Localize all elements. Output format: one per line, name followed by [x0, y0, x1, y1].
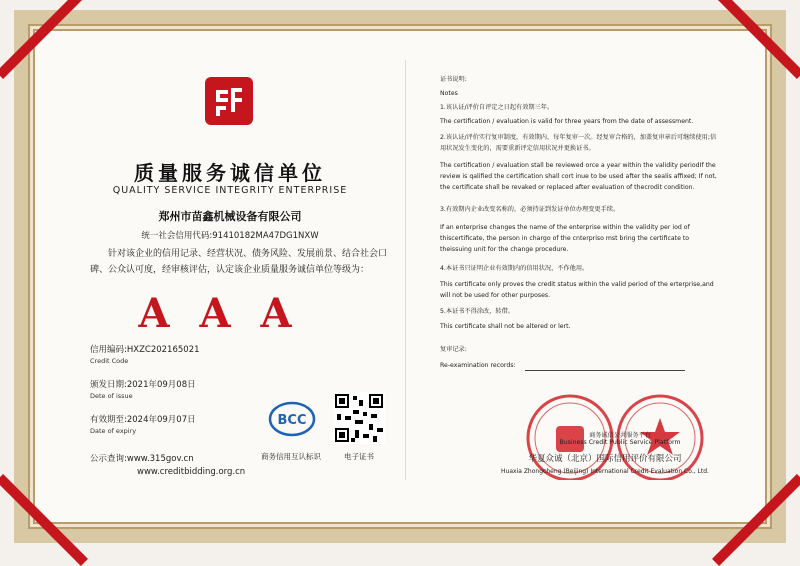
reexam-line: [525, 370, 685, 371]
certificate-title-en: QUALITY SERVICE INTEGRITY ENTERPRISE: [112, 185, 348, 196]
note-2-en: The certification / evaluation stall be reviewed orce a year within the validity periodIf the review is qalified the certification shall cort inue to be used after the sealis affixed; If not, the certificate shall be revaked or replaced after evaluation of thecrodit condition.: [440, 162, 717, 191]
platform-name-en: Business Credit Public Service Platform: [559, 439, 681, 446]
public-query: 公示查询:www.315gov.cn: [90, 454, 194, 464]
platform-name-cn: 商务诚信公共服务平台: [589, 432, 651, 439]
note-1-en: The certification / evaluation is valid for three years from the date of assessment.: [440, 118, 694, 125]
certificate-title: 质量服务诚信单位: [134, 161, 326, 185]
note-4: 4.本证书只证明企业有效期内的信用状况，不作他用。: [440, 265, 589, 272]
issue-date-en: Dete of issue: [90, 392, 133, 400]
qr-caption: 电子证书: [344, 452, 374, 461]
note-4-en: This certificate only proves the credit status within the valid period of the erterprise,and will not be used for other purposes.: [440, 281, 714, 299]
issuer-name: 华夏众诚（北京）国际信用评价有限公司: [528, 454, 682, 464]
bcc-mark-icon: [268, 400, 316, 438]
reexam-heading-en: Re-examination records:: [440, 362, 516, 369]
page-divider: [405, 60, 406, 480]
svg-text:BCC: BCC: [277, 413, 307, 428]
platform-name: [545, 430, 695, 446]
note-1: 1.该认证/评价自评定之日起有效期三年。: [440, 104, 554, 111]
company-name: 郑州市苗鑫机械设备有限公司: [158, 210, 302, 223]
notes-heading: 证书说明:: [440, 76, 467, 83]
public-query-url: www.creditbidding.org.cn: [137, 467, 246, 477]
certificate-description: 针对该企业的信用记录、经营状况、债务风险、发展前景、结合社会口碑、公众认可度，经审核评估，认定该企业质量服务诚信单位等级为：: [90, 249, 388, 275]
credit-code: 信用编码:HXZC202165021: [90, 345, 200, 355]
note-5-en: This certificate shall not be altered or lert.: [440, 323, 571, 330]
qr-code-icon[interactable]: [333, 392, 385, 444]
reexam-heading: 复审记录:: [440, 346, 467, 353]
notes-heading-en: Notes: [440, 90, 458, 97]
note-2: 2.该认证/评价实行复审制度，有效期内，每年复审一次。经复审合格的，加盖复审章后可继续使用;信用状况发生变化的，需要重新评定信用状况并更换证书。: [440, 134, 717, 152]
bcc-caption: 商务信用互认标识: [261, 452, 321, 461]
usc-code: 统一社会信用代码:91410182MA47DG1NXW: [141, 231, 319, 241]
credit-grade: AAA: [138, 290, 322, 337]
note-5: 5.本证书不得涂改，转借。: [440, 308, 514, 315]
issue-date: 颁发日期:2021年09月08日: [90, 380, 196, 390]
credit-code-en: Credit Code: [90, 357, 129, 365]
issuer-name-en: Huaxia Zhongcheng (Beijing) International Credit Evaluation Co., Ltd.: [501, 468, 709, 475]
expiry-date-en: Date of expiry: [90, 427, 137, 435]
note-3: 3.有效期内企业改变名称的，必须持证到发证单位办理变更手续。: [440, 206, 620, 213]
credit-logo-icon: [204, 76, 254, 126]
expiry-date: 有效期至:2024年09月07日: [90, 415, 196, 425]
note-3-en: If an enterprise changes the name of the enterprise within the validity per iod of thiscertificate, the person in chargo of the cnterpriso mst bring the certificate to theissuing unit for the change procedure.: [440, 224, 690, 253]
